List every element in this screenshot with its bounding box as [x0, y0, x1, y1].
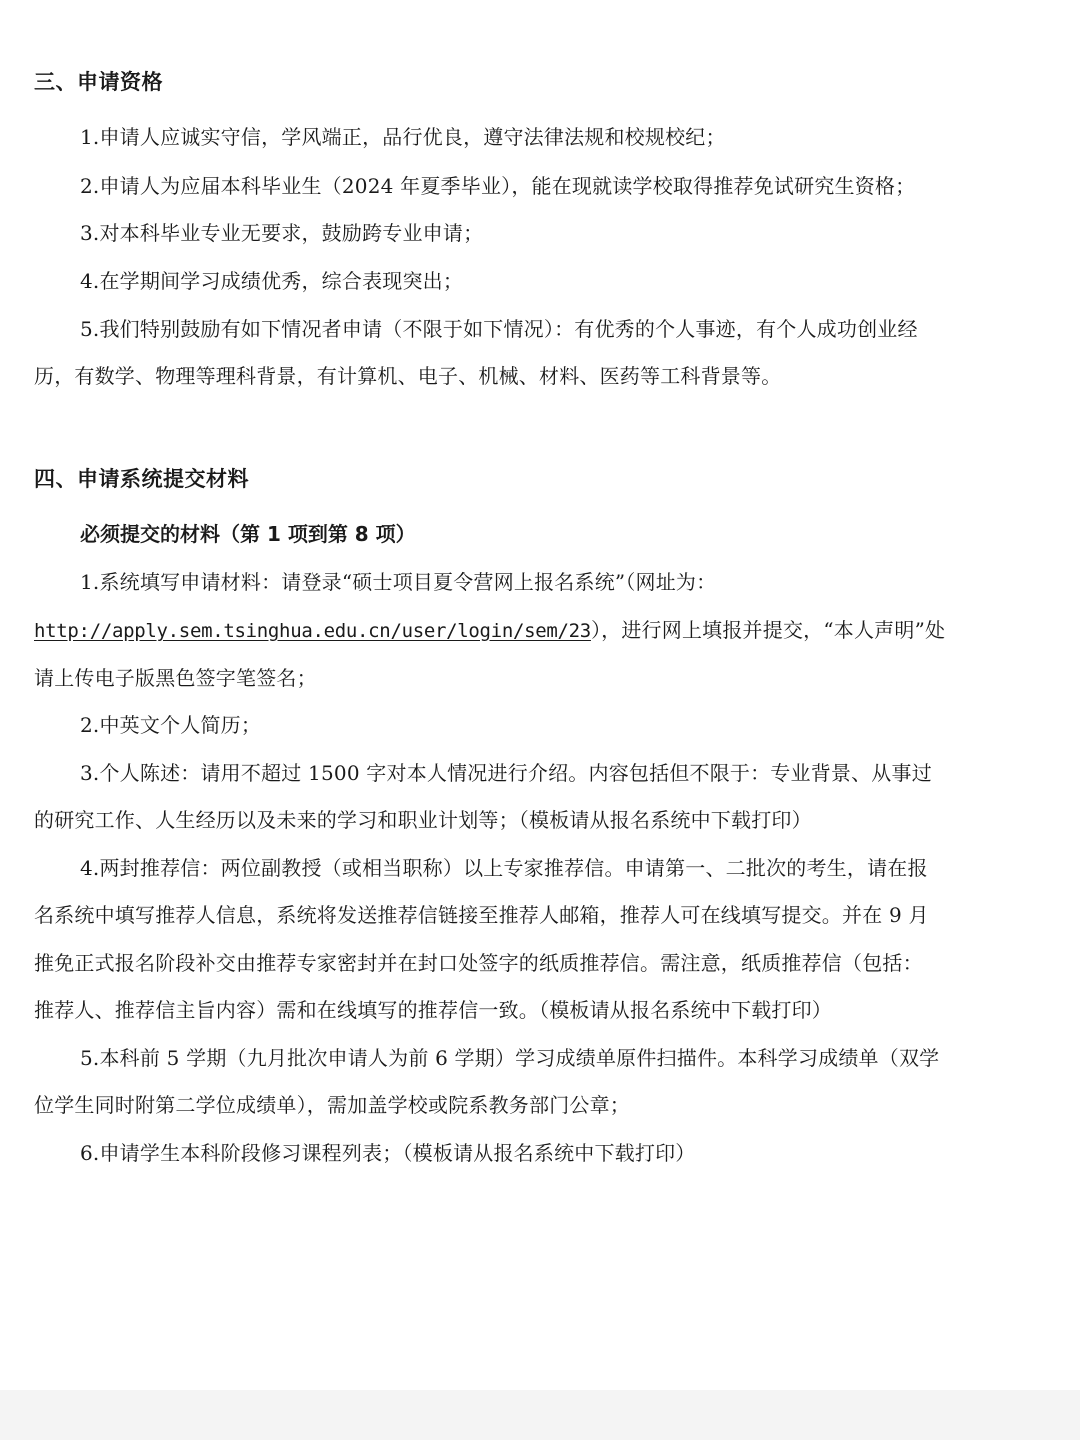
material-item-3-line-1: 3.个人陈述：请用不超过 1500 字对本人情况进行介绍。内容包括但不限于：专业背景、从事过 [80, 761, 932, 785]
eligibility-item-2: 2.申请人为应届本科毕业生（2024 年夏季毕业），能在现就读学校取得推荐免试研究生资格； [80, 174, 916, 198]
material-item-2: 2.中英文个人简历； [80, 713, 262, 737]
material-item-4-line-4: 推荐人、推荐信主旨内容）需和在线填写的推荐信一致。（模板请从报名系统中下载打印） [34, 998, 832, 1022]
material-item-1-line-2-text: ），进行网上填报并提交，“本人声明”处 [590, 618, 946, 642]
page-bottom-margin [0, 1390, 1080, 1440]
eligibility-item-5-line-2: 历，有数学、物理等理科背景，有计算机、电子、机械、材料、医药等工科背景等。 [34, 364, 782, 388]
apply-system-link[interactable]: http://apply.sem.tsinghua.edu.cn/user/login/sem/23 [34, 620, 591, 642]
material-item-1-line-3: 请上传电子版黑色签字笔签名； [34, 666, 317, 690]
eligibility-item-3: 3.对本科毕业专业无要求，鼓励跨专业申请； [80, 221, 484, 245]
section-3-heading: 三、申请资格 [34, 70, 163, 94]
material-item-4-line-2: 名系统中填写推荐人信息，系统将发送推荐信链接至推荐人邮箱，推荐人可在线填写提交。并在 9 月 [34, 903, 929, 927]
eligibility-item-1: 1.申请人应诚实守信，学风端正，品行优良，遵守法律法规和校规校纪； [80, 125, 726, 149]
eligibility-item-4: 4.在学期间学习成绩优秀，综合表现突出； [80, 269, 464, 293]
material-item-4-line-1: 4.两封推荐信：两位副教授（或相当职称）以上专家推荐信。申请第一、二批次的考生，请在报 [80, 856, 928, 880]
material-item-6: 6.申请学生本科阶段修习课程列表；（模板请从报名系统中下载打印） [80, 1141, 696, 1165]
material-item-1-line-1: 1.系统填写申请材料：请登录“硕士项目夏令营网上报名系统”（网址为： [80, 570, 717, 594]
eligibility-item-5-line-1: 5.我们特别鼓励有如下情况者申请（不限于如下情况）：有优秀的个人事迹，有个人成功创业经 [80, 317, 918, 341]
material-item-1-line-2 [34, 614, 945, 643]
material-item-5-line-1: 5.本科前 5 学期（九月批次申请人为前 6 学期）学习成绩单原件扫描件。本科学习成绩单（双学 [80, 1046, 940, 1070]
required-materials-subheading: 必须提交的材料（第 1 项到第 8 项） [80, 522, 416, 546]
material-item-3-line-2: 的研究工作、人生经历以及未来的学习和职业计划等；（模板请从报名系统中下载打印） [34, 808, 812, 832]
material-item-4-line-3: 推免正式报名阶段补交由推荐专家密封并在封口处签字的纸质推荐信。需注意，纸质推荐信（包括： [34, 951, 923, 975]
section-4-heading: 四、申请系统提交材料 [34, 467, 249, 491]
material-item-5-line-2: 位学生同时附第二学位成绩单），需加盖学校或院系教务部门公章； [34, 1093, 630, 1117]
